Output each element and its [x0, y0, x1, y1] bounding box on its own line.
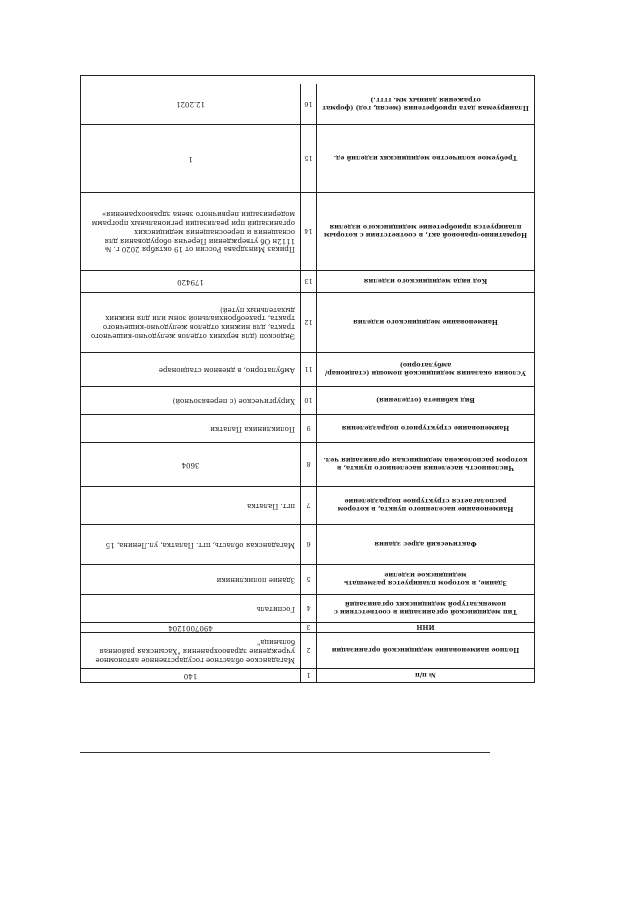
row-number-cell: 16 — [300, 84, 316, 124]
row-value-cell: Госпиталь — [256, 604, 295, 613]
row-value-cell: Магаданская область, пгт. Палатка, ул.Ленина, 15 — [105, 540, 295, 549]
row-header-cell: Наименование структурного подразделения — [316, 415, 534, 442]
row-header-cell: Полное наименование медицинской организации — [316, 633, 534, 668]
table-row — [81, 443, 534, 487]
row-value-cell: 4907001204 — [168, 623, 213, 632]
row-value-cell: Магаданское областное государственное автономное учреждение здравоохранения "Хасынская районная больница" — [95, 638, 295, 664]
row-number-cell: 12 — [300, 293, 316, 352]
row-number-cell: 4 — [300, 595, 316, 622]
table-row — [81, 293, 534, 353]
row-value-cell: 140 — [183, 671, 198, 680]
table-row — [81, 633, 534, 669]
row-header-cell: Фактический адрес здания — [316, 525, 534, 564]
row-number-cell: 8 — [300, 443, 316, 486]
row-number-cell: 5 — [300, 565, 316, 594]
table-row — [81, 565, 534, 595]
row-value-cell: 179420 — [177, 277, 204, 286]
row-header-cell: Планируемая дата приобретения (месяц, год) (формат отражения данных мм. гггг.) — [316, 84, 534, 124]
table-row — [81, 84, 534, 125]
row-value-cell: Здание поликлиники — [216, 575, 295, 584]
table-row — [81, 623, 534, 633]
table-row — [81, 353, 534, 387]
table-row — [81, 525, 534, 565]
row-header-cell: Здание, в котором планируется размещать медицинское изделие — [316, 565, 534, 594]
row-value-cell: пгт. Палатка — [247, 501, 295, 510]
row-number-cell: 10 — [300, 387, 316, 414]
table-row — [81, 271, 534, 293]
table-row — [81, 387, 534, 415]
row-header-cell: Условия оказания медицинской помощи (стационар/амбулаторно) — [316, 353, 534, 386]
row-number-cell: 15 — [300, 125, 316, 192]
row-number-cell: 3 — [300, 623, 316, 632]
row-value-cell: Приказ Минздрава России от 19 октября 2020 г. № 1112н Об утверждении Перечня оборудования для оснащения и переоснащения медицинских организаций при реализации региональных программ модернизации первичного звена здравоохранения» — [91, 210, 295, 254]
row-header-cell: Наименование населенного пункта, в котором располагается структурное подразделение — [316, 487, 534, 524]
row-header-cell: Наименование медицинского изделия — [316, 293, 534, 352]
row-header-cell: Требуемое количество медицинских изделий ед. — [316, 125, 534, 192]
row-number-cell: 11 — [300, 353, 316, 386]
row-number-cell: 1 — [300, 669, 316, 682]
row-number-cell: 13 — [300, 271, 316, 292]
row-header-cell: Нормативно-правовой акт, в соответствии с которым планируется приобретение медицинского изделия — [316, 193, 534, 270]
row-value-cell: Поликлиника Палатки — [210, 424, 295, 433]
table-row — [81, 487, 534, 525]
row-number-cell: 9 — [300, 415, 316, 442]
row-value-cell: 3604 — [181, 460, 200, 469]
row-header-cell: Тип медицинской организации в соответствии с номенклатурой медицинских организаций — [316, 595, 534, 622]
row-header-cell: № п/п — [316, 669, 534, 682]
table-row — [81, 415, 534, 443]
row-header-cell: Код вида медицинского изделия — [316, 271, 534, 292]
row-number-cell: 2 — [300, 633, 316, 668]
table-row — [81, 669, 534, 682]
row-value-cell: 12.2021 — [176, 100, 205, 109]
row-number-cell: 6 — [300, 525, 316, 564]
row-value-cell: Эндоскоп (для верхних отделов желудочно-кишечного тракта, для нижних отделов желудочно-кишечного тракта, трахеобронхиальной зоны или для нижних дыхательных путей) — [90, 305, 295, 340]
row-number-cell: 7 — [300, 487, 316, 524]
rotated-data-table — [80, 75, 535, 683]
table-row — [81, 125, 534, 193]
row-number-cell: 14 — [300, 193, 316, 270]
row-header-cell: Численность населения населенного пункта, в котором расположена медицинская организация чел. — [316, 443, 534, 486]
row-header-cell: ИНН — [316, 623, 534, 632]
row-value-cell: Хирургическое (с перевязочной) — [172, 396, 295, 405]
row-header-cell: Вид кабинета (отделения) — [316, 387, 534, 414]
row-value-cell: 1 — [188, 154, 193, 163]
row-value-cell: Амбулаторно, в дневном стационаре — [158, 365, 295, 374]
table-row — [81, 595, 534, 623]
table-row — [81, 193, 534, 271]
footer-divider-line — [80, 752, 490, 753]
